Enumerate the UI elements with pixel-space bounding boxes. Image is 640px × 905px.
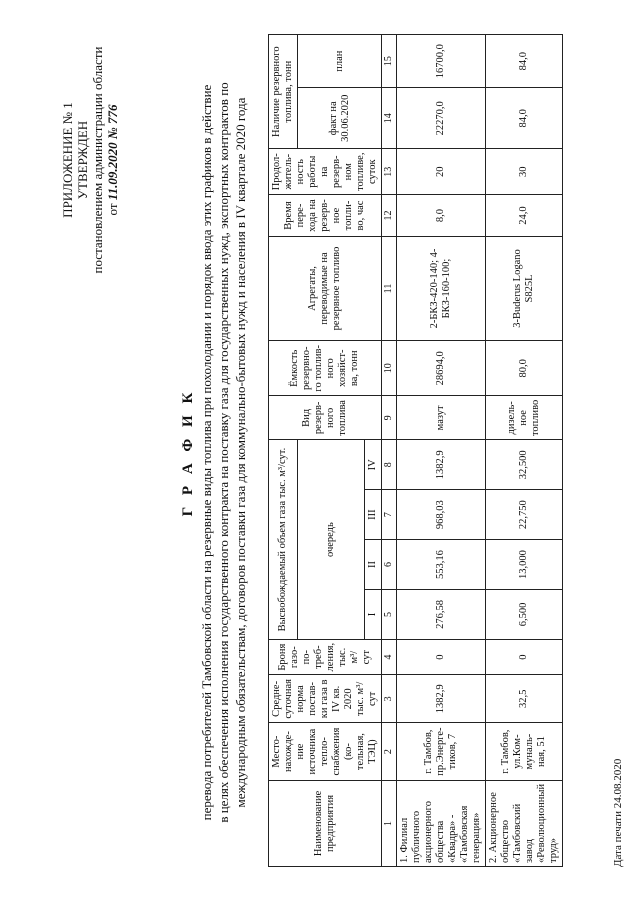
cell-queue-2: 13,000 xyxy=(486,540,563,590)
approval-block xyxy=(60,25,120,295)
header-fact: факт на 30.06.2020 xyxy=(298,88,382,149)
cell-units: 3-Buderus Logano S825L xyxy=(486,236,563,340)
header-location: Место-нахожде-ние источника тепло-снабжения (ко-тельная, ТЭЦ) xyxy=(269,723,382,781)
header-company: Наименование предприятия xyxy=(269,780,382,866)
table-row xyxy=(397,35,486,867)
col-num: 6 xyxy=(382,540,397,590)
cell-queue-2: 553,16 xyxy=(397,540,486,590)
resolution-label: постановлением администрации области xyxy=(90,46,105,274)
schedule-table xyxy=(268,34,563,867)
cell-queue-4: 1382,9 xyxy=(397,440,486,490)
cell-duration: 20 xyxy=(397,149,486,195)
col-num: 15 xyxy=(382,35,397,88)
header-switch-time: Время пере-хода на резерв-ное топли-во, час xyxy=(269,195,382,237)
cell-queue-3: 968,03 xyxy=(397,490,486,540)
approved-label: УТВЕРЖДЕН xyxy=(75,120,90,200)
print-date: Дата печати 24.08.2020 xyxy=(612,758,624,867)
title-line-1: перевода потребителей Тамбовской области на резервные виды топлива при похолодании и порядок ввода этих графиков в действие xyxy=(199,84,214,821)
appendix-label: ПРИЛОЖЕНИЕ № 1 xyxy=(60,102,75,218)
header-released-volume: Высвобождаемый объем газа тыс. м³/сут. xyxy=(269,440,298,640)
header-norm: Средне-суточная норма постав-ки газа в IV кв. 2020 тыс. м³/сут xyxy=(269,675,382,723)
resolution-number: № 776 xyxy=(105,104,120,140)
col-num: 14 xyxy=(382,88,397,149)
resolution-date: 11.09.2020 xyxy=(105,142,120,201)
col-num: 13 xyxy=(382,149,397,195)
col-num: 3 xyxy=(382,675,397,723)
header-units: Агрегаты, переводимые на резервное топливо xyxy=(269,236,382,340)
cell-queue-3: 22,750 xyxy=(486,490,563,540)
header-reserve: Наличие резервного топлива, тонн xyxy=(269,35,298,149)
header-queue: очередь xyxy=(298,440,365,640)
header-queue-4: IV xyxy=(365,440,382,490)
header-capacity: Ёмкость резервно-го топлив-ного хозяйст-ва, тонн xyxy=(269,341,382,396)
title-line-3: международным обязательствам, договоров поставки газа для коммунально-бытовых нужд и населения в IV квартале 2020 года xyxy=(233,97,248,808)
header-duration: Продол-житель-ность работы на резерв-ном топливе, суток xyxy=(269,149,382,195)
col-num: 10 xyxy=(382,341,397,396)
col-num: 2 xyxy=(382,723,397,781)
col-num: 12 xyxy=(382,195,397,237)
cell-switch-time: 24,0 xyxy=(486,195,563,237)
document-heading: Г Р А Ф И К xyxy=(180,388,196,517)
col-num: 7 xyxy=(382,490,397,540)
cell-queue-1: 6,500 xyxy=(486,589,563,639)
cell-switch-time: 8,0 xyxy=(397,195,486,237)
cell-plan: 84,0 xyxy=(486,35,563,88)
cell-capacity: 80,0 xyxy=(486,341,563,396)
cell-location: г. Тамбов, ул.Ком-муналь-ная, 51 xyxy=(486,723,563,781)
table-row xyxy=(486,35,563,867)
document-title-block xyxy=(180,40,248,865)
cell-units: 2-БКЗ-420-140; 4-БКЗ-160-100; xyxy=(397,236,486,340)
header-queue-2: II xyxy=(365,540,382,590)
cell-norm: 1382,9 xyxy=(397,675,486,723)
cell-bronya: 0 xyxy=(486,639,563,675)
cell-company: 1. Филиал публичного акционерного общества «Квадра» - «Тамбовская генерация» xyxy=(397,780,486,866)
header-queue-3: III xyxy=(365,490,382,540)
cell-norm: 32,5 xyxy=(486,675,563,723)
cell-queue-4: 32,500 xyxy=(486,440,563,490)
cell-duration: 30 xyxy=(486,149,563,195)
cell-fuel-type: мазут xyxy=(397,396,486,440)
date-prefix: от xyxy=(105,203,120,216)
header-plan: план xyxy=(298,35,382,88)
col-num: 5 xyxy=(382,589,397,639)
col-num: 4 xyxy=(382,639,397,675)
column-number-row xyxy=(382,35,397,867)
cell-location: г. Тамбов, пр.Энерге-тиков, 7 xyxy=(397,723,486,781)
cell-queue-1: 276,58 xyxy=(397,589,486,639)
title-line-2: в целях обеспечения исполнения государственного контракта на поставку газа для государственных нужд, экспортных контрактов по xyxy=(216,82,231,823)
cell-plan: 16700,0 xyxy=(397,35,486,88)
col-num: 11 xyxy=(382,236,397,340)
header-queue-1: I xyxy=(365,589,382,639)
col-num: 1 xyxy=(382,780,397,866)
cell-bronya: 0 xyxy=(397,639,486,675)
cell-fuel-type: дизель-ное топливо xyxy=(486,396,563,440)
cell-capacity: 28694,0 xyxy=(397,341,486,396)
header-fuel-type: Вид резерв-ного топлива xyxy=(269,396,382,440)
header-bronya: Броня газо-по-треб-ления, тыс. м³/ сут xyxy=(269,639,382,675)
resolution-date-line xyxy=(105,25,120,295)
cell-fact: 22270,0 xyxy=(397,88,486,149)
cell-fact: 84,0 xyxy=(486,88,563,149)
cell-company: 2. Акционерное общество «Тамбовский завод «Революционный труд» xyxy=(486,780,563,866)
col-num: 8 xyxy=(382,440,397,490)
col-num: 9 xyxy=(382,396,397,440)
